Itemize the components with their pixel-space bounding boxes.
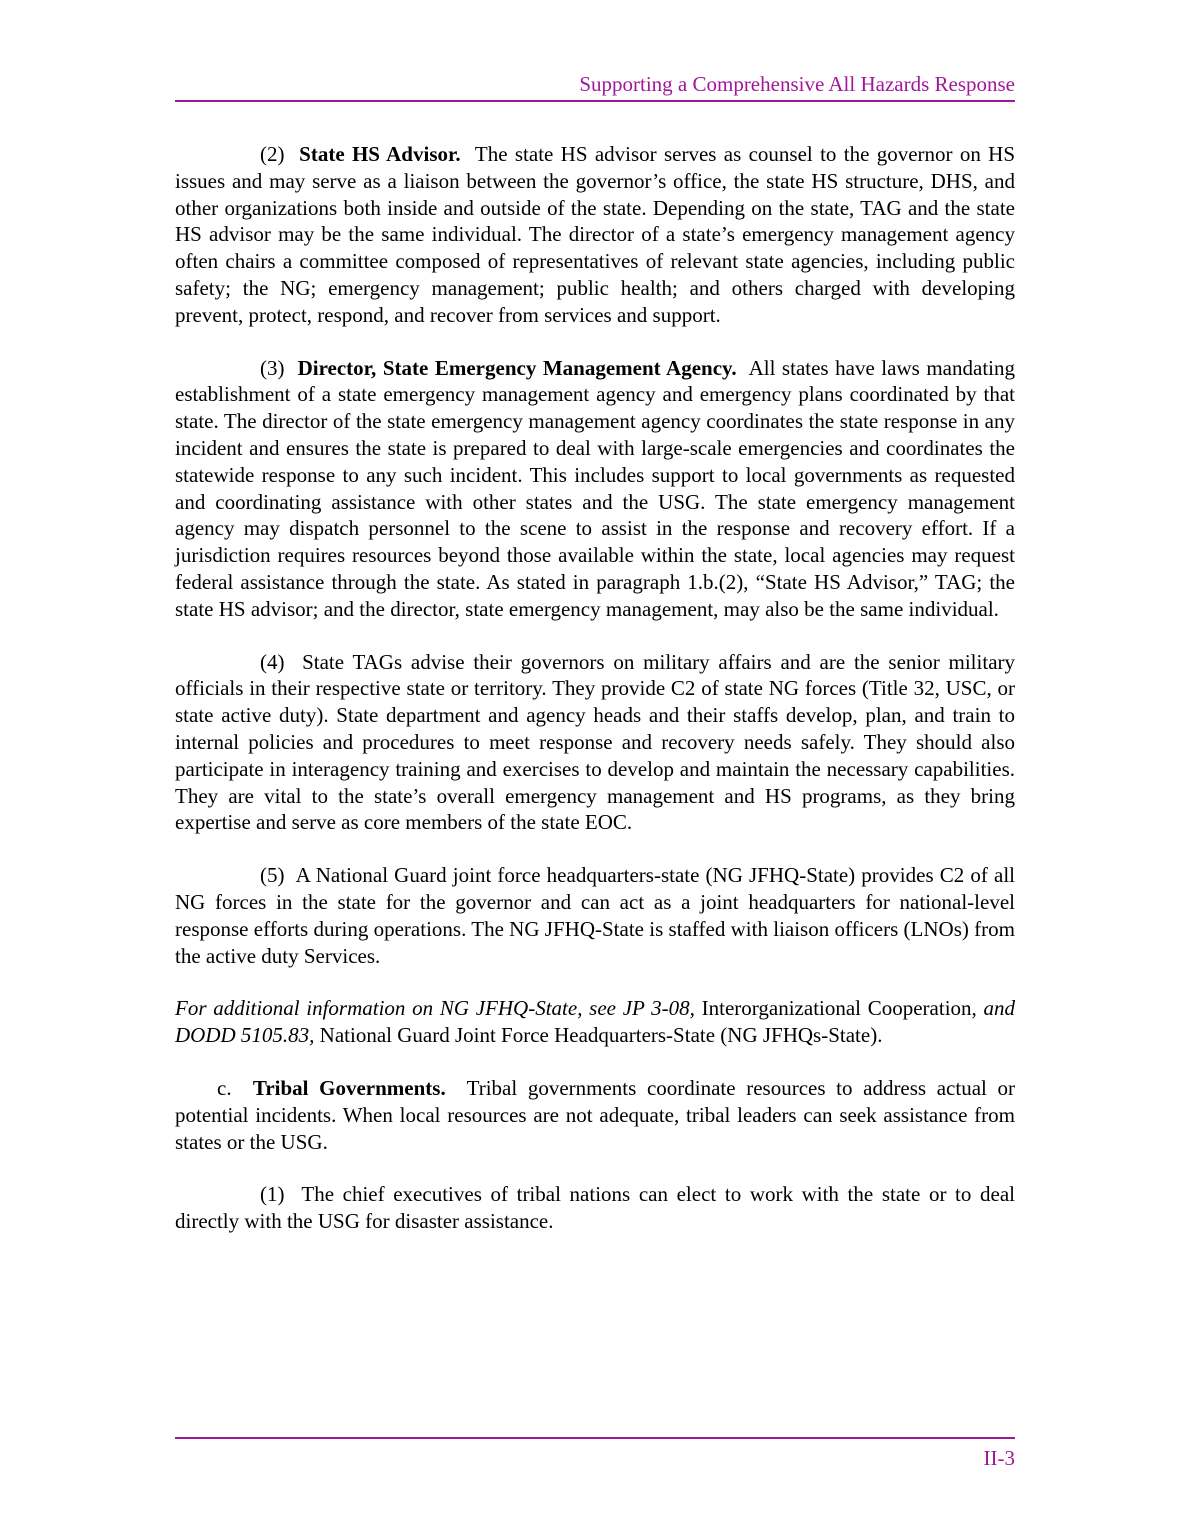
paragraph-text: The state HS advisor serves as counsel to the governor on HS issues and may serve as a liaison between the governor’s office, the state HS structure, DHS, and other organizations both inside and outside of the state. Depending on the state, TAG and the state HS advisor may be the same individual. The director of a state’s emergency management agency often chairs a committee composed of representatives of relevant state agencies, including public safety; the NG; emergency management; public health; and others charged with developing prevent, protect, respond, and recover from services and support.	[175, 142, 1016, 327]
paragraph-ng-jfhq-state	[175, 862, 1015, 969]
paragraph-number: (1)	[260, 1182, 285, 1207]
paragraph-text: The chief executives of tribal nations can elect to work with the state or to deal directly with the USG for disaster assistance.	[175, 1182, 1015, 1234]
paragraph-heading: State HS Advisor.	[299, 142, 461, 166]
running-title: Supporting a Comprehensive All Hazards Response	[579, 72, 1015, 96]
note-lead: For additional information on NG JFHQ-State, see JP 3-08,	[175, 996, 695, 1021]
footer-rule	[175, 1437, 1015, 1439]
paragraph-tribal-chief-executives	[175, 1181, 1015, 1235]
paragraph-state-tags	[175, 649, 1015, 837]
paragraph-number: (3)	[260, 355, 285, 380]
note-title-interorganizational-cooperation: Interorganizational Cooperation,	[701, 996, 977, 1021]
note-mid: and DODD 5105.83,	[175, 996, 1016, 1048]
paragraph-state-hs-advisor	[175, 141, 1015, 329]
section-letter: c.	[217, 1075, 232, 1100]
paragraph-text: A National Guard joint force headquarters-state (NG JFHQ-State) provides C2 of all NG forces in the state for the governor and can act as a joint headquarters for national-level response efforts during operations. The NG JFHQ-State is staffed with liaison officers (LNOs) from the active duty Services.	[175, 863, 1015, 968]
paragraph-number: (2)	[260, 142, 285, 166]
paragraph-director-sema	[175, 355, 1015, 623]
note-title-ng-jfhq: National Guard Joint Force Headquarters-State (NG JFHQs-State).	[319, 1023, 883, 1048]
paragraph-text: State TAGs advise their governors on military affairs and are the senior military officials in their respective state or territory. They provide C2 of state NG forces (Title 32, USC, or state active duty). State department and agency heads and their staffs develop, plan, and train to internal policies and procedures to meet response and recovery needs safely. They should also participate in interagency training and exercises to develop and maintain the necessary capabilities. They are vital to the state’s overall emergency management and HS programs, as they bring expertise and serve as core members of the state EOC.	[175, 649, 1016, 835]
page-number: II-3	[983, 1446, 1015, 1470]
section-heading: Tribal Governments.	[252, 1075, 446, 1100]
paragraph-number: (4)	[260, 649, 285, 674]
page-body	[175, 141, 1015, 1261]
paragraph-heading: Director, State Emergency Management Agency.	[297, 355, 737, 380]
page-header	[175, 70, 1015, 102]
header-rule	[175, 100, 1015, 102]
reference-note	[175, 995, 1015, 1049]
section-tribal-governments	[175, 1075, 1015, 1155]
section-text: Tribal governments coordinate resources to address actual or potential incidents. When local resources are not adequate, tribal leaders can seek assistance from states or the USG.	[175, 1075, 1016, 1154]
paragraph-number: (5)	[260, 863, 285, 888]
paragraph-text: All states have laws mandating establishment of a state emergency management agency and emergency plans coordinated by that state. The director of the state emergency management agency coordinates the state response in any incident and ensures the state is prepared to deal with large-scale emergencies and coordinates the statewide response to any such incident. This includes support to local governments as requested and coordinating assistance with other states and the USG. The state emergency management agency may dispatch personnel to the scene to assist in the response and recovery effort. If a jurisdiction requires resources beyond those available within the state, local agencies may request federal assistance through the state. As stated in paragraph 1.b.(2), “State HS Advisor,” TAG; the state HS advisor; and the director, state emergency management, may also be the same individual.	[175, 355, 1015, 621]
